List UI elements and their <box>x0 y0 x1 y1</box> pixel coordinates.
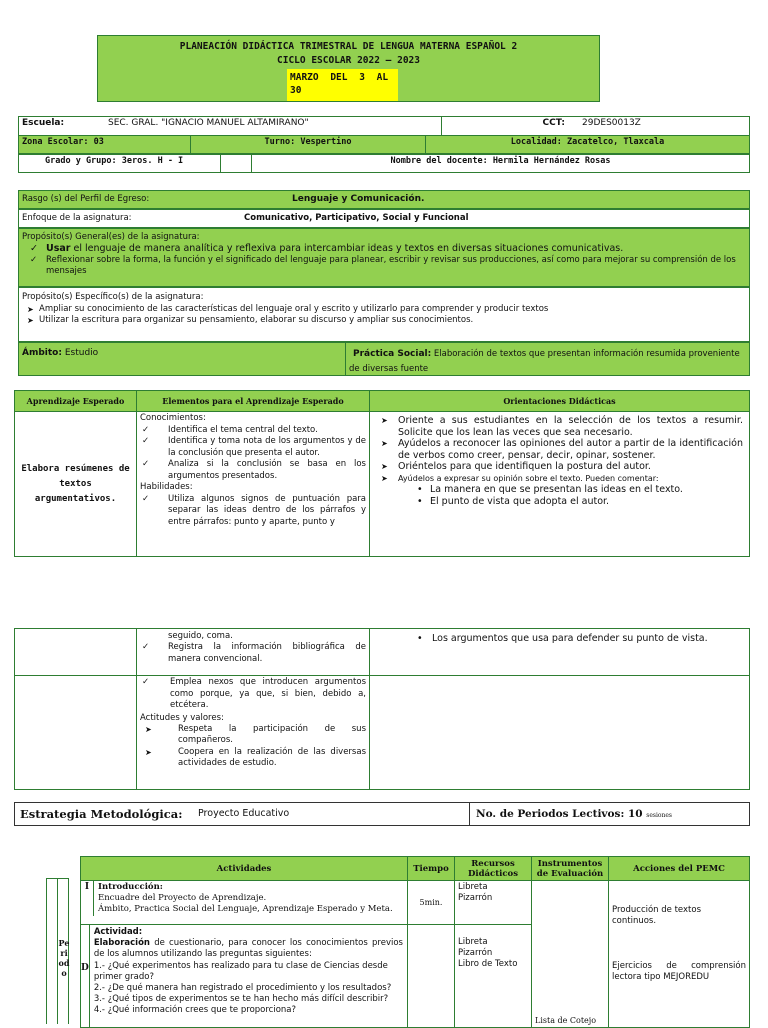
col-aprendizaje: Aprendizaje Esperado <box>15 391 137 412</box>
orientacion-sub-item: • El punto de vista que adopta el autor. <box>414 496 743 508</box>
conocimiento-item: ✓ Analiza si la conclusión se basa en los argumentos presentados. <box>140 459 366 482</box>
row-marker-d: D <box>81 925 90 1027</box>
period-line-2: 30 <box>290 85 302 96</box>
conocimientos-list <box>140 425 366 483</box>
ambito: Ámbito: Estudio <box>22 348 99 358</box>
title-box <box>97 35 600 102</box>
actitud-item: ➤ Coopera en la realización de las diversas actividades de estudio. <box>144 747 366 770</box>
enfoque-value: Comunicativo, Participativo, Social y Funcional <box>244 213 469 223</box>
col-recursos: Recursos Didácticos <box>455 857 532 881</box>
general-item-1: ✓ Usar el lenguaje de manera analítica y reflexiva para intercambiar ideas y textos en diversas situaciones comunicativas. <box>28 243 746 255</box>
localidad: Localidad: Zacatelco, Tlaxcala <box>510 137 665 147</box>
conocimientos-label: Conocimientos: <box>140 413 206 423</box>
orientacion-item: ➤ Oriéntelos para que identifiquen la postura del autor. <box>380 461 743 473</box>
orientacion-item: ➤ Oriente a sus estudiantes en la selección de los textos a resumir. Solicite que los lean las veces que sea necesario. <box>380 415 743 438</box>
rasgo-row <box>18 190 750 209</box>
act-question: 2.- ¿De qué manera han registrado el procedimiento y los resultados? <box>93 983 392 994</box>
pemc-item: Producción de textos continuos. <box>612 905 701 926</box>
act-resource: Libro de Texto <box>458 959 518 969</box>
rasgo-value: Lenguaje y Comunicación. <box>292 194 425 204</box>
period-line-1: MARZO DEL 3 AL <box>290 72 389 83</box>
enfoque-row <box>18 209 750 228</box>
proposito-general <box>18 228 750 287</box>
continuation-table <box>14 628 750 790</box>
registra-item: ✓ Registra la información bibliográfica de manera convencional. <box>140 642 366 665</box>
col-instrumentos: Instrumentos de Evaluación <box>532 857 609 881</box>
intro-title: Introducción: <box>98 882 163 892</box>
especifico-item-2: ➤ Utilizar la escritura para organizar su pensamiento, elaborar su discurso y ampliar sus conocimientos. <box>26 315 746 327</box>
especifico-item-1: ➤ Ampliar su conocimiento de las características del lenguaje oral y escrito y utilizarlo para comprender y producir textos <box>26 304 746 316</box>
intro-resource: Libreta <box>458 882 488 892</box>
escuela-value: SEC. GRAL. "IGNACIO MANUEL ALTAMIRANO" <box>108 118 309 128</box>
period-highlight <box>287 69 398 101</box>
orientacion-sub-item: • La manera en que se presentan las ideas en el texto. <box>414 484 743 496</box>
conocimiento-item: ✓ Identifica el tema central del texto. <box>140 425 366 437</box>
proposito-especifico <box>18 287 750 342</box>
act-resource: Libreta <box>458 937 488 947</box>
act-question: 3.- ¿Qué tipos de experimentos se te han hecho más difícil describir? <box>93 994 389 1005</box>
actitudes-label: Actitudes y valores: <box>140 712 224 723</box>
general-label: Propósito(s) General(es) de la asignatura: <box>22 232 200 242</box>
orientacion-item: ➤ Ayúdelos a reconocer las opiniones del autor a partir de la identificación de verbos como creer, pensar, decir, opinar, sostener. <box>380 438 743 461</box>
strategy-label: Estrategia Metodológica: <box>20 807 183 821</box>
enfoque-label: Enfoque de la asignatura: <box>22 213 132 223</box>
school-info-table <box>18 116 750 136</box>
docente: Nombre del docente: Hermila Hernández Rosas <box>390 156 611 166</box>
col-elementos: Elementos para el Aprendizaje Esperado <box>137 391 370 412</box>
title-line-1: PLANEACIÓN DIDÁCTICA TRIMESTRAL DE LENGUA MATERNA ESPAÑOL 2 <box>179 41 518 52</box>
cct-value: 29DES0013Z <box>582 118 641 128</box>
nexos-item: ✓ Emplea nexos que introducen argumentos como porque, ya que, si bien, debido a, etcétera. <box>140 677 366 712</box>
escuela-label: Escuela: <box>22 118 65 128</box>
ambito-row <box>18 342 750 376</box>
especifico-label: Propósito(s) Específico(s) de la asignatura: <box>22 292 204 302</box>
orientaciones-list <box>380 415 743 484</box>
title-line-2: CICLO ESCOLAR 2022 – 2023 <box>277 55 420 66</box>
habilidades-continuation: seguido, coma. <box>168 631 233 641</box>
zona-row <box>18 135 750 154</box>
act-question: 4.- ¿Qué información crees que te proporciona? <box>93 1005 297 1016</box>
row-marker-i: I <box>81 881 94 916</box>
act-lead-bold: Elaboración <box>93 938 150 949</box>
act-resource: Pizarrón <box>458 948 493 958</box>
cct-label: CCT: <box>542 118 565 128</box>
learning-table <box>14 390 750 557</box>
aprendizaje-esperado: Elabora resúmenes de textos argumentativos. <box>21 463 130 504</box>
col-actividades: Actividades <box>81 857 408 881</box>
grado-grupo: Grado y Grupo: 3eros. H - I <box>45 156 184 166</box>
general-item-2: ✓ Reflexionar sobre la forma, la función y el significado del lenguaje para planear, escribir y revisar sus producciones, así como para mejorar su comprensión de los mensajes <box>28 255 746 278</box>
periodos: No. de Periodos Lectivos: 10 sesiones <box>476 808 672 820</box>
turno: Turno: Vespertino <box>264 137 352 147</box>
act-question: 1.- ¿Qué experimentos has realizado para tu clase de Ciencias desde primer grado? <box>93 960 388 982</box>
col-pemc: Acciones del PEMC <box>609 857 750 881</box>
rasgo-label: Rasgo (s) del Perfil de Egreso: <box>22 194 150 204</box>
intro-time: 5min. <box>408 881 455 925</box>
conocimiento-item: ✓ Identifica y toma nota de los argumentos y de la conclusión que presenta el autor. <box>140 436 366 459</box>
grado-row <box>18 154 750 173</box>
practica-social: Práctica Social: Elaboración de textos que presentan información resumida proveniente de diversas fuente <box>349 349 740 374</box>
pemc-item: Ejercicios de comprensión lectora tipo MEJOREDU <box>612 961 746 982</box>
intro-line-2: Ámbito, Practica Social del Lenguaje, Aprendizaje Esperado y Meta. <box>98 904 393 914</box>
intro-resource: Pizarrón <box>458 893 493 903</box>
col-orientaciones: Orientaciones Didácticas <box>370 391 750 412</box>
act-lead: de cuestionario, para conocer los conocimientos previos de los alumnos utilizando las preguntas siguientes: <box>93 938 403 960</box>
act-title: Actividad: <box>93 927 143 937</box>
side-label-periodo: Periodo <box>58 938 70 978</box>
activities-side-columns <box>46 878 80 1024</box>
habilidad-item: ✓ Utiliza algunos signos de puntuación para separar las ideas dentro de los párrafos y entre párrafos: punto y aparte, punto y <box>140 494 366 529</box>
habilidades-label: Habilidades: <box>140 482 193 493</box>
instrument: Lista de Cotejo <box>532 881 609 1028</box>
strategy-row <box>14 802 750 826</box>
intro-line-1: Encuadre del Proyecto de Aprendizaje. <box>98 893 267 903</box>
orientacion-sub-list <box>414 484 743 507</box>
zona-escolar: Zona Escolar: 03 <box>22 137 104 147</box>
activities-table <box>80 856 750 1028</box>
argumentos-item: • Los argumentos que usa para defender su punto de vista. <box>414 633 743 645</box>
strategy-value: Proyecto Educativo <box>198 808 290 819</box>
col-tiempo: Tiempo <box>408 857 455 881</box>
orientacion-item: ➤ Ayúdelos a expresar su opinión sobre el texto. Pueden comentar: <box>380 473 743 485</box>
actitud-item: ➤ Respeta la participación de sus compañeros. <box>144 724 366 747</box>
